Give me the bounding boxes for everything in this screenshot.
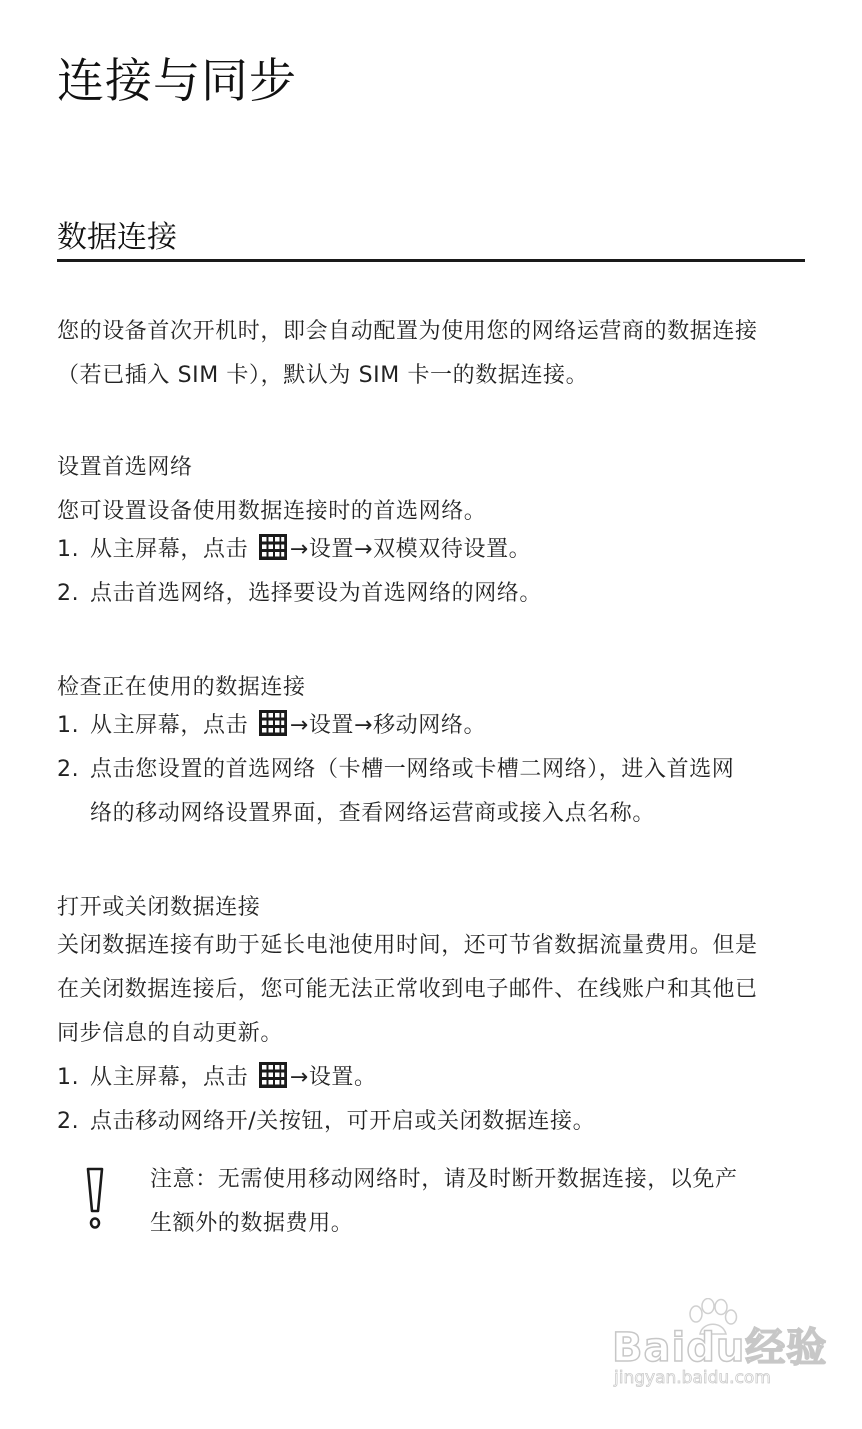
list-item <box>57 572 542 616</box>
step-text: →设置→移动网络。 <box>289 713 487 738</box>
subheading-toggle-connection: 打开或关闭数据连接 <box>57 895 261 920</box>
list-number: 1. <box>57 1065 80 1090</box>
step-text: 点击移动网络开/关按钮，可开启或关闭数据连接。 <box>90 1109 596 1134</box>
intro-line: （若已插入 SIM 卡），默认为 SIM 卡一的数据连接。 <box>57 363 589 388</box>
step-text: →设置→双模双待设置。 <box>289 537 532 562</box>
watermark-url: jingyan.baidu.com <box>614 1368 771 1388</box>
list-item <box>57 528 531 577</box>
list-item <box>57 704 486 753</box>
app-grid-icon <box>258 533 288 577</box>
baidu-watermark <box>612 1298 828 1398</box>
list-number: 1. <box>57 537 80 562</box>
list-number: 2. <box>57 757 80 782</box>
preferred-network-description: 您可设置设备使用数据连接时的首选网络。 <box>57 499 487 524</box>
step-text: 从主屏幕，点击 <box>90 1065 256 1090</box>
app-grid-icon <box>258 709 288 753</box>
section-title: 数据连接 <box>57 220 177 255</box>
step-text: 从主屏幕，点击 <box>90 537 256 562</box>
list-item <box>57 1100 595 1144</box>
step-text: →设置。 <box>289 1065 377 1090</box>
note-line: 注意：无需使用移动网络时，请及时断开数据连接，以免产 <box>150 1167 738 1192</box>
step-text: 点击首选网络，选择要设为首选网络的网络。 <box>90 581 543 606</box>
note-text <box>150 1158 738 1246</box>
step-text: 点击您设置的首选网络（卡槽一网络或卡槽二网络），进入首选网 <box>90 757 735 782</box>
desc-line: 关闭数据连接有助于延长电池使用时间，还可节省数据流量费用。但是 <box>57 933 758 958</box>
step-text: 从主屏幕，点击 <box>90 713 256 738</box>
list-item <box>57 748 734 792</box>
step-text-continued: 络的移动网络设置界面，查看网络运营商或接入点名称。 <box>90 801 656 826</box>
desc-line: 同步信息的自动更新。 <box>57 1021 284 1046</box>
subheading-preferred-network: 设置首选网络 <box>57 455 193 480</box>
page-title: 连接与同步 <box>57 54 297 109</box>
exclamation-icon <box>84 1166 106 1236</box>
watermark-logo: Baidu经验 <box>612 1325 828 1371</box>
intro-paragraph <box>57 310 807 398</box>
list-number: 2. <box>57 1109 80 1134</box>
note-line: 生额外的数据费用。 <box>150 1211 354 1236</box>
desc-line: 在关闭数据连接后，您可能无法正常收到电子邮件、在线账户和其他已 <box>57 977 758 1002</box>
toggle-description <box>57 924 807 1056</box>
app-grid-icon <box>258 1061 288 1105</box>
list-number: 1. <box>57 713 80 738</box>
list-item <box>57 1056 377 1105</box>
section-divider <box>57 259 805 262</box>
intro-line: 您的设备首次开机时，即会自动配置为使用您的网络运营商的数据连接 <box>57 319 758 344</box>
list-number: 2. <box>57 581 80 606</box>
subheading-check-connection: 检查正在使用的数据连接 <box>57 675 306 700</box>
